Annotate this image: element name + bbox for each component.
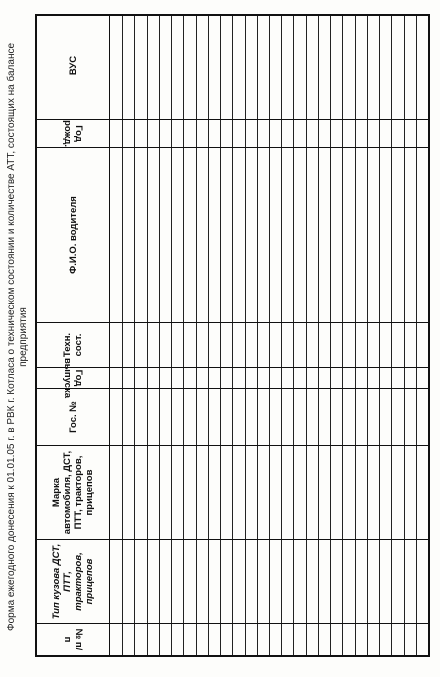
table-row <box>147 16 148 655</box>
table-row <box>257 16 258 655</box>
table-row <box>391 16 392 655</box>
column-header-label: Год выпуска <box>62 357 84 399</box>
table-row <box>293 16 294 655</box>
table-row <box>220 16 221 655</box>
column-header-1 <box>37 623 109 655</box>
table-row <box>232 16 233 655</box>
column-header-8 <box>37 119 109 147</box>
table-row <box>245 16 246 655</box>
table-row <box>342 16 343 655</box>
column-header-label: Тип кузова ДСТ, ПТТ, тракторов, прицепов <box>51 543 95 620</box>
table-row <box>159 16 160 655</box>
table-row <box>122 16 123 655</box>
column-header-7 <box>37 147 109 322</box>
column-header-label: Техн. сост. <box>62 332 84 358</box>
table-row <box>269 16 270 655</box>
column-divider <box>109 119 428 120</box>
column-divider <box>109 388 428 389</box>
table-row <box>306 16 307 655</box>
table-row <box>281 16 282 655</box>
table-row <box>367 16 368 655</box>
table-row <box>330 16 331 655</box>
column-header-label: № п/п <box>62 628 84 651</box>
table-row <box>196 16 197 655</box>
column-header-label: ВУС <box>67 55 79 76</box>
column-divider <box>109 322 428 323</box>
column-header-6 <box>37 322 109 367</box>
report-table <box>35 14 430 657</box>
column-header-label: Ф.И.О. водителя <box>67 196 79 274</box>
column-header-2 <box>37 539 109 623</box>
column-header-9 <box>37 12 109 119</box>
column-header-label: Год рожд. <box>62 120 84 147</box>
column-header-5 <box>37 357 109 399</box>
column-divider <box>109 539 428 540</box>
table-row <box>379 16 380 655</box>
column-divider <box>109 147 428 148</box>
document-heading: Форма ежегодного донесения к 01.01.05 г. в РВК г. Котласа о техническом состоянии и количестве АТТ, состоящих на балансе предприятия <box>6 42 29 632</box>
table-body <box>110 16 428 655</box>
column-header-label: Гос. № <box>67 401 79 433</box>
column-divider <box>109 445 428 446</box>
table-row <box>318 16 319 655</box>
table-row <box>134 16 135 655</box>
table-row <box>404 16 405 655</box>
column-header-3 <box>37 445 109 539</box>
table-row <box>208 16 209 655</box>
table-row <box>183 16 184 655</box>
column-divider <box>109 367 428 368</box>
table-row <box>355 16 356 655</box>
table-row <box>171 16 172 655</box>
table-row <box>416 16 417 655</box>
column-header-label: Марка автомобиля, ДСТ, ПТТ, тракторов, прицепов <box>51 450 95 535</box>
column-divider <box>109 623 428 624</box>
